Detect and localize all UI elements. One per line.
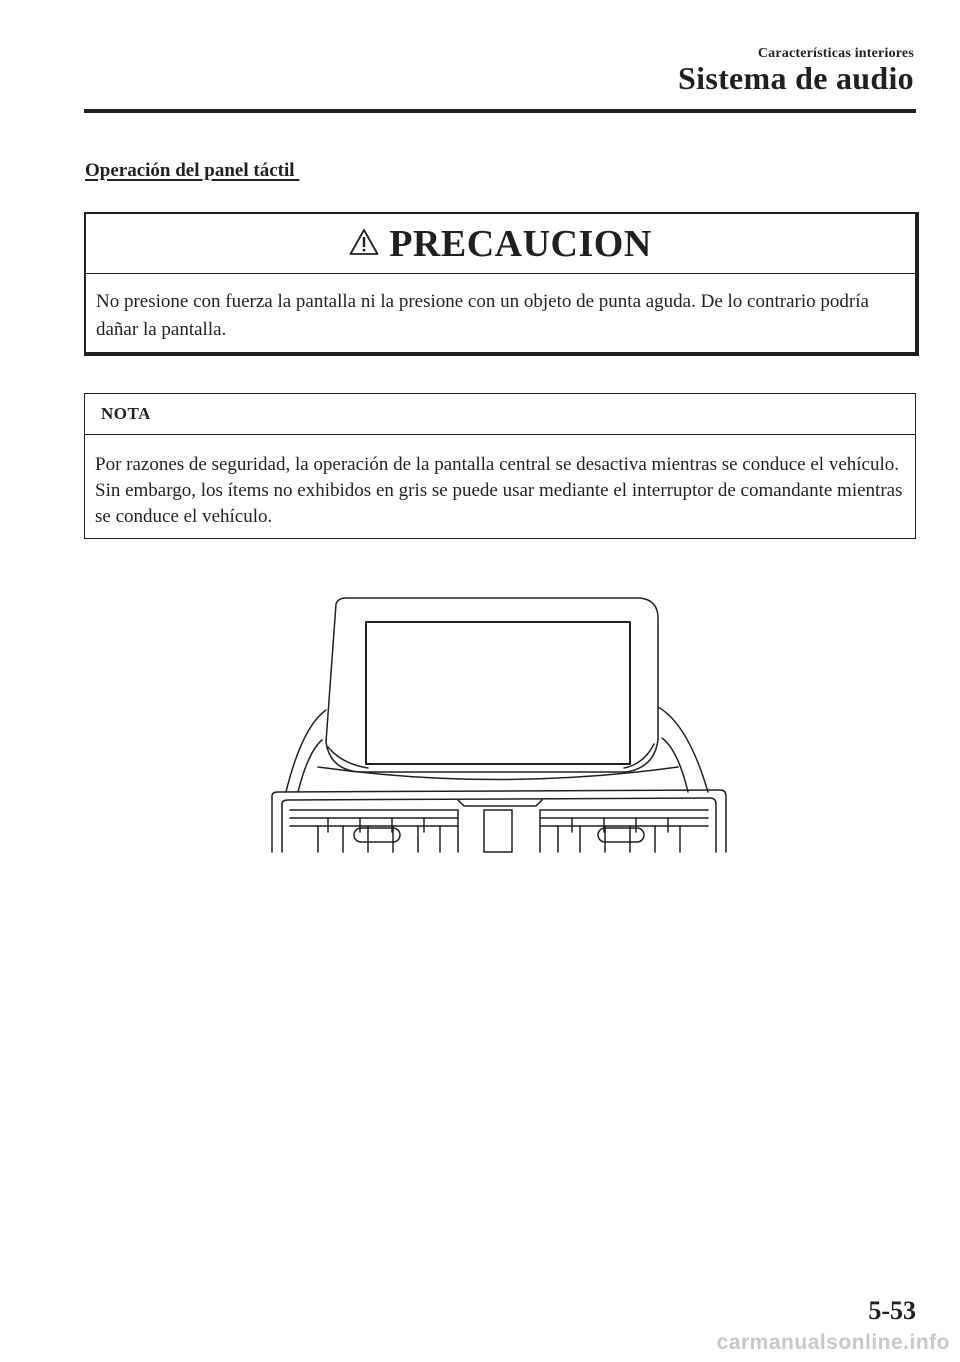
center-control-slot: [484, 810, 512, 852]
caution-title: PRECAUCION: [389, 222, 652, 265]
header-section: Características interiores: [757, 46, 914, 61]
note-title: NOTA: [85, 394, 915, 435]
caution-body: No presione con fuerza la pantalla ni la presione con un objeto de punta aguda. De lo contrario podría dañar la pantalla.: [96, 291, 869, 340]
center-display-illustration: [268, 592, 730, 857]
note-box: [84, 393, 916, 539]
page-number: 5-53: [868, 1296, 916, 1325]
display-screen: [366, 622, 630, 764]
caution-header: [86, 214, 915, 274]
watermark: carmanualsonline.info: [716, 1331, 950, 1354]
header-rule: [84, 109, 916, 113]
header-title: Sistema de audio: [678, 60, 914, 96]
warning-triangle-icon: [349, 228, 379, 256]
display-bezel: [326, 598, 658, 772]
note-body: Por razones de seguridad, la operación de la pantalla central se desactiva mientras se conduce el vehículo. Sin embargo, los ítems no exhibidos en gris se puede usar mediante el interruptor de comandante mientras se conduce el vehículo.: [95, 454, 903, 527]
caution-box: [84, 212, 919, 356]
subheading: Operación del panel táctil: [85, 160, 300, 181]
